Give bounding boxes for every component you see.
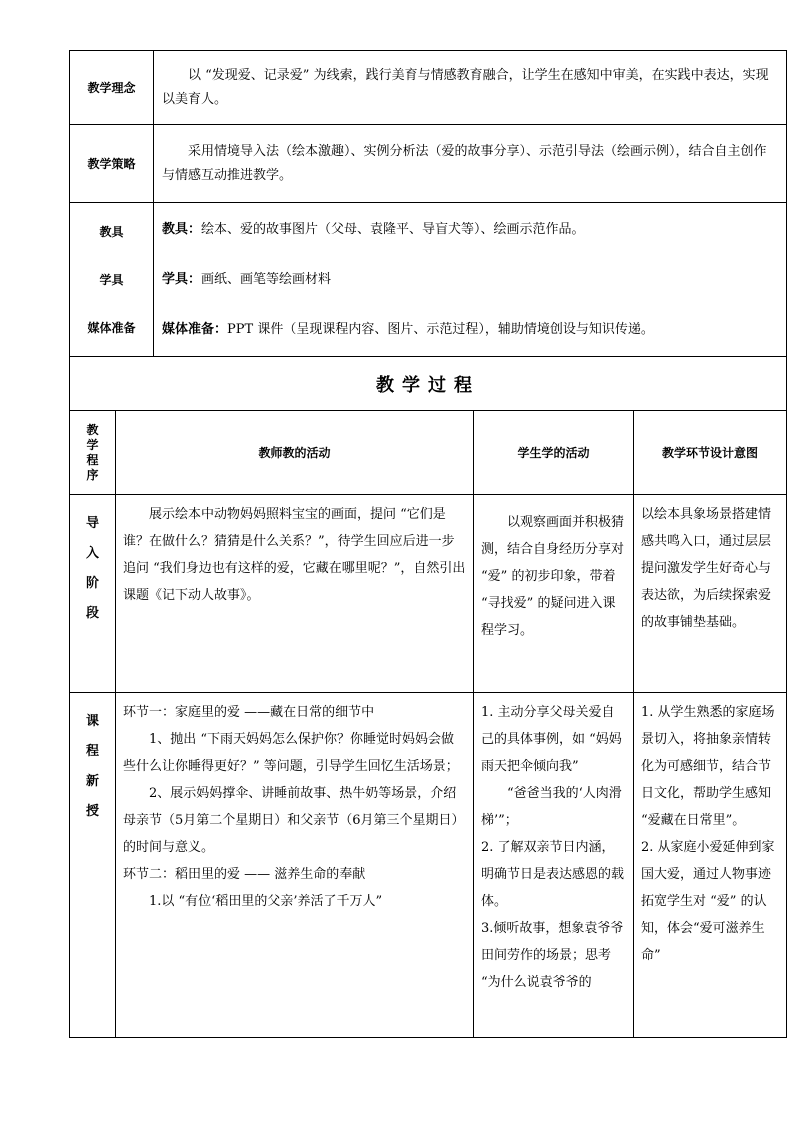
teacher-section-two-step-one: 1.以 “有位‘稻田里的父亲’养活了千万人” xyxy=(149,894,383,909)
process-title-row xyxy=(70,357,787,411)
teaching-aids-value: 绘本、爱的故事图片（父母、袁隆平、导盲犬等）、绘画示范作品。 xyxy=(201,221,585,237)
new-lesson-stage-label xyxy=(70,693,116,1038)
new-lesson-teacher-activity xyxy=(116,693,474,1038)
learning-tools-key: 学具： xyxy=(162,271,202,287)
intro-teacher-activity: 展示绘本中动物妈妈照料宝宝的画面，提问 “它们是谁？在做什么？猜猜是什么关系？”，待学生回应后进一步追问 “我们身边也有这样的爱，它藏在哪里呢？”，自然引出课题《记下动人故事》。 xyxy=(116,495,474,693)
student-activity-header: 学生学的活动 xyxy=(474,411,634,495)
intro-stage-label xyxy=(70,495,116,693)
intro-student-activity: 以观察画面并积极猜测，结合自身经历分享对 “爱” 的初步印象，带着 “寻找爱” 的疑问进入课程学习。 xyxy=(474,495,634,693)
design-intent-header: 教学环节设计意图 xyxy=(634,411,787,495)
resources-row xyxy=(70,203,787,357)
philosophy-row xyxy=(70,51,787,125)
learning-tools-text xyxy=(162,267,778,293)
stage-header-text: 教学程序 xyxy=(86,422,99,482)
student-item-three: 3.倾听故事，想象袁爷爷田间劳作的场景；思考 “为什么说袁爷爷的 xyxy=(481,921,624,990)
resources-labels xyxy=(70,203,154,357)
teacher-step-one: 1、抛出 “下雨天妈妈怎么保护你？你睡觉时妈妈会做些什么让你睡得更好？” 等问题，引导学生回忆生活场景； xyxy=(123,732,459,774)
teacher-step-two: 2、展示妈妈撑伞、讲睡前故事、热牛奶等场景，介绍母亲节（5月第二个星期日）和父亲节（6月第三个星期日）的时间与意义。 xyxy=(123,786,465,855)
intro-stage-text: 导入阶段 xyxy=(85,516,99,621)
stage-header xyxy=(70,411,116,495)
media-prep-label: 媒体准备 xyxy=(87,320,136,335)
teaching-aids-text xyxy=(162,217,778,243)
teacher-activity-header: 教师教的活动 xyxy=(116,411,474,495)
media-prep-key: 媒体准备： xyxy=(162,321,228,337)
strategy-row xyxy=(70,125,787,203)
strategy-text: 采用情境导入法（绘本激趣）、实例分析法（爱的故事分享）、示范引导法（绘画示例），结合自主创作与情感互动推进教学。 xyxy=(154,125,787,203)
new-lesson-stage-text: 课程新授 xyxy=(85,714,99,819)
philosophy-text: 以 “发现爱、记录爱” 为线索，践行美育与情感教育融合，让学生在感知中审美，在实践中表达，实现以美育人。 xyxy=(154,51,787,125)
new-lesson-row xyxy=(70,693,787,1038)
new-lesson-design-intent xyxy=(634,693,787,1038)
strategy-label: 教学策略 xyxy=(70,125,154,203)
intro-stage-row xyxy=(70,495,787,693)
new-lesson-student-activity xyxy=(474,693,634,1038)
teaching-aids-key: 教具： xyxy=(162,221,202,237)
intent-item-one: 1. 从学生熟悉的家庭场景切入，将抽象亲情转化为可感细节，结合节日文化，帮助学生感知 “爱藏在日常里”。 xyxy=(641,705,775,828)
intent-item-two: 2. 从家庭小爱延伸到家国大爱，通过人物事迹拓宽学生对 “爱” 的认知，体会“爱可滋养生命” xyxy=(641,840,775,963)
teacher-section-one-heading: 环节一：家庭里的爱 ——藏在日常的细节中 xyxy=(123,705,375,720)
media-prep-value: PPT 课件（呈现课程内容、图片、示范过程），辅助情境创设与知识传递。 xyxy=(227,321,654,337)
learning-tools-value: 画纸、画笔等绘画材料 xyxy=(201,271,332,287)
teacher-section-two-heading: 环节二：稻田里的爱 —— 滋养生命的奉献 xyxy=(123,867,366,882)
student-item-one: 1. 主动分享父母关爱自己的具体事例，如 “妈妈雨天把伞倾向我” xyxy=(481,705,622,774)
lesson-plan-table xyxy=(69,50,787,1038)
student-item-two: 2. 了解双亲节日内涵，明确节日是表达感恩的载体。 xyxy=(481,840,625,909)
learning-tools-label: 学具 xyxy=(99,272,124,287)
philosophy-label: 教学理念 xyxy=(70,51,154,125)
process-title: 教学过程 xyxy=(70,357,787,411)
student-item-one-cont: “爸爸当我的‘人肉滑梯’”； xyxy=(481,786,622,828)
resources-content xyxy=(154,203,787,357)
intro-design-intent: 以绘本具象场景搭建情感共鸣入口，通过层层提问激发学生好奇心与表达欲，为后续探索爱的故事铺垫基础。 xyxy=(634,495,787,693)
process-header-row xyxy=(70,411,787,495)
media-prep-text xyxy=(162,317,778,343)
teaching-aids-label: 教具 xyxy=(99,224,124,239)
